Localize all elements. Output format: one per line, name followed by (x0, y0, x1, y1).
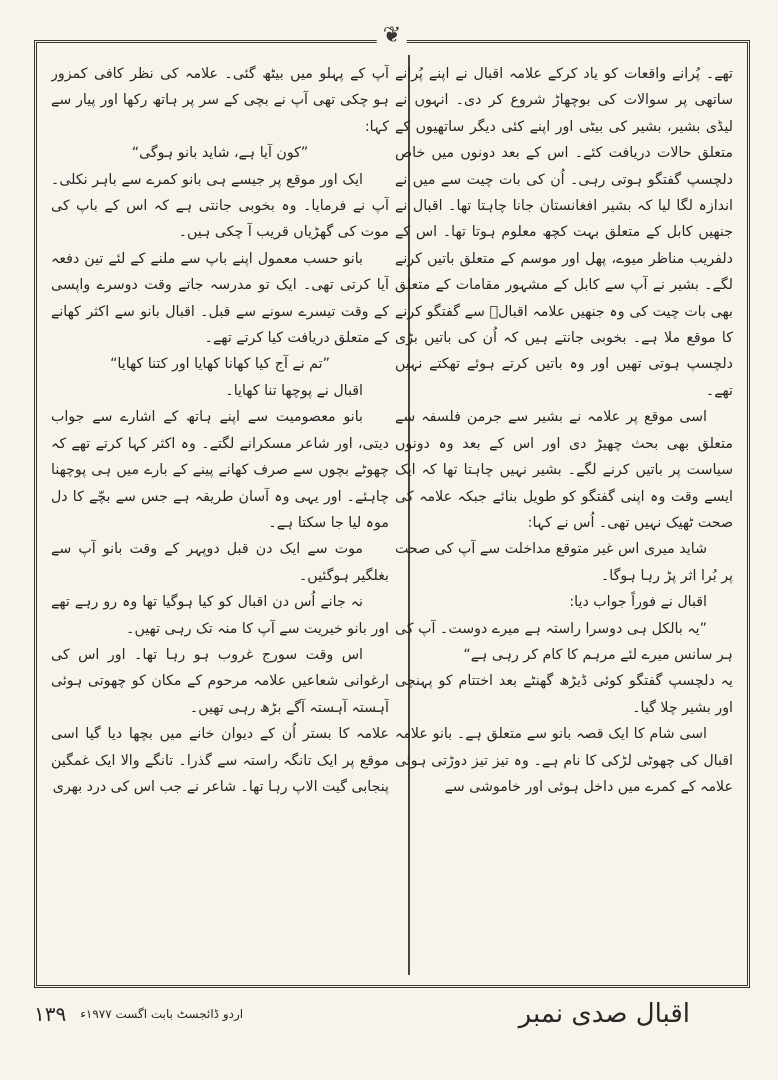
paragraph: تھے۔ پُرانے واقعات کو یاد کرکے علامہ اقبال نے اپنے پُرانے ساتھی پر سوالات کی بوچھاڑ شروع کر دی۔ انہوں نے لیڈی بشیر، بشیر کی بیٹی اور اپنے کئی دیگر ساتھیوں کے متعلق حالات دریافت کئے۔ اس کے بعد دونوں میں خاص دلچسپ گفتگو ہوتی رہی۔ اُن کی بات چیت سے میں نے اندازہ لگا لیا کہ بشیر افغانستان جانا چاہتا تھا۔ اقبال نے جنھیں کابل کے متعلق بہت کچھ معلوم ہوتا تھا۔ اس کے دلفریب مناظر میوے، پھل اور موسم کے متعلق باتیں کرنے لگے۔ بشیر نے آپ سے کابل کے مشہور مقامات کے متعلق بھی بات چیت کی وہ جنھیں علامہ اقبالؒ سے گفتگو کرنے کا موقع ملا ہے۔ بخوبی جانتے ہیں کہ اُن کی باتیں بڑی دلچسپ ہوتی تھیں اور وہ باتیں کرتے ہوئے تھکتے نہیں تھے۔ (395, 66, 733, 399)
footer-meta (34, 1002, 243, 1026)
left-column (51, 61, 389, 973)
quotation: ”تم نے آج کیا کھانا کھایا اور کتنا کھایا“ (110, 356, 330, 373)
page-footer (34, 994, 750, 1034)
paragraph: ایک اور موقع پر جیسے ہی بانو کمرے سے باہر نکلی۔ آپ نے فرمایا۔ وہ بخوبی جانتی ہے کہ اس کے باپ کی موت کی گھڑیاں قریب آ چکی ہیں۔ (51, 171, 389, 241)
paragraph: اقبال نے پوچھا تنا کھایا۔ (225, 382, 363, 399)
paragraph: علامہ کا بستر اُن کے دیوان خانے میں بچھا دیا گیا اسی موقع پر ایک تانگہ راستہ سے گذرا۔ تانگے والا ایک غمگین پنجابی گیت الاپ رہا تھا۔ شاعر نے جب اس کی درد بھری (51, 726, 389, 795)
paragraph: اسی موقع پر علامہ نے بشیر سے جرمن فلسفہ سے متعلق بھی بحث چھیڑ دی اور اس کے بعد وہ دونوں سیاست پر باتیں کرنے لگے۔ بشیر نہیں چاہتا تھا کہ ایک ایسے وقت وہ اپنی گفتگو کو طویل بنائے جبکہ علامہ کی صحت ٹھیک نہیں تھی۔ اُس نے کہا: (395, 409, 733, 531)
paragraph: بانو حسب معمول اپنے باپ سے ملنے کے لئے تین دفعہ آیا کرتی تھی۔ ایک تو مدرسہ جاتے وقت دوسرے واپسی کے وقت تیسرے سونے سے قبل۔ اقبال بانو سے اکثر کھانے کے متعلق دریافت کیا کرتے تھے۔ (51, 250, 389, 347)
paragraph: موت سے ایک دن قبل دوپہر کے وقت بانو آپ سے بغلگیر ہوگئیں۔ (51, 541, 389, 584)
paragraph: اس وقت سورج غروب ہو رہا تھا۔ اور اس کی ارغوانی شعاعیں علامہ مرحوم کے مکان کو چھوتی ہوئی آہستہ آہستہ آگے بڑھ رہی تھیں۔ (51, 646, 389, 716)
frame-ornament: ❦ (377, 25, 407, 47)
paragraph: اسی شام کا ایک قصہ بانو سے متعلق ہے۔ بانو علامہ اقبال کی چھوٹی لڑکی کا نام ہے۔ وہ تیز تیز دوڑتی ہوئی علامہ کے کمرے میں داخل ہوئی اور خاموشی سے (395, 726, 733, 795)
paragraph: نہ جانے اُس دن اقبال کو کیا ہوگیا تھا وہ رو رہے تھے اور بانو خیریت سے آپ کا منہ تک رہی تھیں۔ (51, 594, 389, 637)
paragraph: یہ دلچسپ گفتگو کوئی ڈیڑھ گھنٹے بعد اختتام کو پہنچی اور بشیر چلا گیا۔ (395, 673, 733, 716)
issue-label: اردو ڈائجسٹ بابت اگست ۱۹۷۷ء (80, 1007, 244, 1021)
page-number: ۱۳۹ (34, 1002, 67, 1026)
quotation: ”کون آیا ہے، شاید بانو ہوگی“ (131, 145, 309, 162)
paragraph: ”یہ بالکل ہی دوسرا راستہ ہے میرے دوست۔ آپ کی ہر سانس میرے لئے مرہم کا کام کر رہی ہے“ (395, 620, 733, 663)
paragraph: بانو معصومیت سے اپنے ہاتھ کے اشارے سے جواب دیتی، اور شاعر مسکرانے لگتے۔ وہ اکثر کہا کرتے تھے کہ چھوٹے بچوں سے صرف کھانے پینے کے بارے میں ہی پوچھنا چاہئے۔ اور یہی وہ آسان طریقہ ہے جس سے بچّے کا دل موہ لیا جا سکتا ہے۔ (51, 409, 389, 531)
paragraph: اقبال نے فوراً جواب دیا: (569, 594, 707, 611)
footer-title: اقبال صدی نمبر (518, 999, 690, 1029)
page-frame (34, 23, 750, 988)
right-column (395, 61, 733, 973)
paragraph: آپ کے پہلو میں بیٹھ گئی۔ علامہ کی نظر کافی کمزور ہو چکی تھی آپ نے بچی کے سر پر ہاتھ رکھا اور پیار سے کہا: (51, 66, 389, 135)
paragraph: شاید میری اس غیر متوقع مداخلت سے آپ کی صحت پر بُرا اثر پڑ رہا ہوگا۔ (395, 541, 733, 584)
